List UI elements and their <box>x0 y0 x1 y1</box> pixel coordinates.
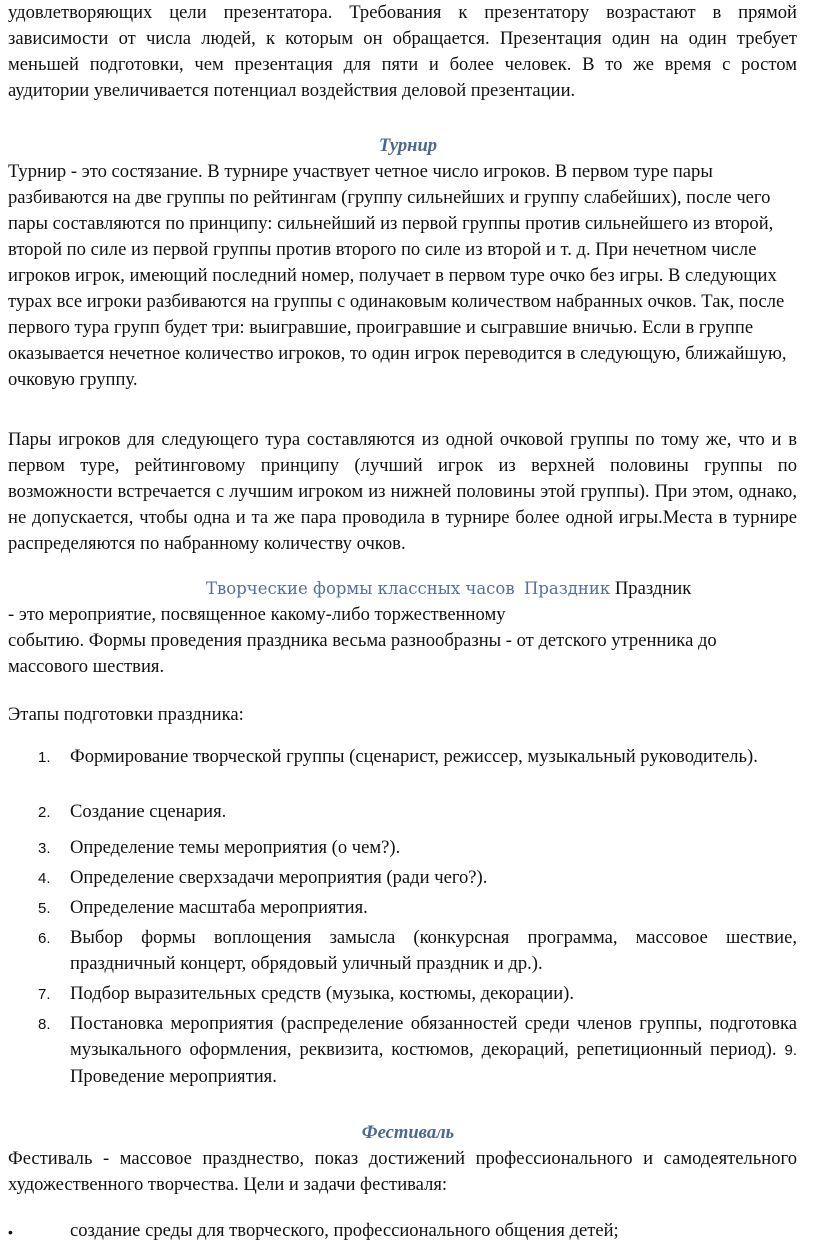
bullet-icon: • <box>8 1224 13 1240</box>
list-text: Создание сценария. <box>70 801 227 822</box>
festival-definition: Фестиваль - массовое празднество, показ достижений профессионального и самодеятельного художественного творчества. Цели и задачи фестиваля: <box>8 1148 797 1195</box>
list-number: 6. <box>38 930 51 947</box>
stage-9-text: Проведение мероприятия. <box>70 1066 277 1087</box>
list-number: 5. <box>38 900 51 917</box>
intro-paragraph: удовлетворяющих цели презентатора. Требования к презентатору возрастают в прямой зависимости от числа людей, к которым он обращается. Презентация один на один требует меньшей подготовки, чем презентация для пяти и более человек. В то же время с ростом аудитории увеличивается потенциал воздействия деловой презентации. <box>8 2 797 101</box>
holiday-link[interactable]: Праздник <box>523 579 611 598</box>
list-number: 4. <box>38 870 51 887</box>
festival-bullet-item: создание среды для творческого, профессионального общения детей; <box>70 1220 619 1241</box>
list-number: 1. <box>38 749 51 766</box>
list-text: Подбор выразительных средств (музыка, костюмы, декорации). <box>70 983 574 1004</box>
holiday-definition-line-1: - это мероприятие, посвященное какому-либо торжественному <box>8 604 506 625</box>
list-number: 8. <box>38 1016 51 1033</box>
list-text: Формирование творческой группы (сценарист, режиссер, музыкальный руководитель). <box>70 746 758 767</box>
tournament-heading: Турнир <box>378 135 438 156</box>
list-text: Определение масштаба мероприятия. <box>70 897 368 918</box>
stage-8-text: Постановка мероприятия (распределение обязанностей среди членов группы, подготовка музыкального оформления, реквизита, костюмов, декораций, репетиционный период). <box>70 1013 797 1060</box>
list-text: Определение сверхзадачи мероприятия (ради чего?). <box>70 867 488 888</box>
tournament-paragraph-2: Пары игроков для следующего тура составляются из одной очковой группы по тому же, что и в первом туре, рейтинговому принципу (лучший игрок из верхней половины группы по возможности встречается с лучшим игроком из нижней половины этой группы). При этом, однако, не допускается, чтобы одна и та же пара проводила в турнире более одной игры.Места в турнире распределяются по набранному количеству очков. <box>8 429 797 554</box>
list-text: Выбор формы воплощения замысла (конкурсная программа, массовое шествие, праздничный концерт, обрядовый уличный праздник и др.). <box>70 927 797 974</box>
list-number: 3. <box>38 840 51 857</box>
stages-title: Этапы подготовки праздника: <box>8 704 244 725</box>
tournament-paragraph-1: Турнир - это состязание. В турнире участвует четное число игроков. В первом туре пары разбиваются на две группы по рейтингам (группу сильнейших и группу слабейших), после чего пары составляются по принципу: сильнейший из первой группы против сильнейшего из второй, второй по силе из первой группы против второго по силе из второй и т. д. При нечетном числе игроков игрок, имеющий последний номер, получает в первом туре очко без игры. В следующих турах все игроки разбиваются на группы с одинаковым количеством набранных очков. Так, после первого тура групп будет три: выигравшие, проигравшие и сыгравшие вничью. Если в группе оказывается нечетное количество игроков, то один игрок переводится в следующую, ближайшую, очковую группу. <box>8 161 787 390</box>
holiday-definition-line-2: событию. Формы проведения праздника весьма разнообразны - от детского утренника до массового шествия. <box>8 630 717 677</box>
list-text: Определение темы мероприятия (о чем?). <box>70 837 401 858</box>
festival-heading: Фестиваль <box>361 1122 455 1143</box>
list-text <box>70 1011 797 1090</box>
holiday-heading-line <box>8 576 797 602</box>
classroom-forms-link[interactable]: Творческие формы классных часов <box>206 579 515 598</box>
holiday-heading: Праздник <box>614 578 692 599</box>
list-number: 2. <box>38 804 51 821</box>
stage-9-number: 9. <box>784 1042 797 1059</box>
list-number: 7. <box>38 986 51 1003</box>
